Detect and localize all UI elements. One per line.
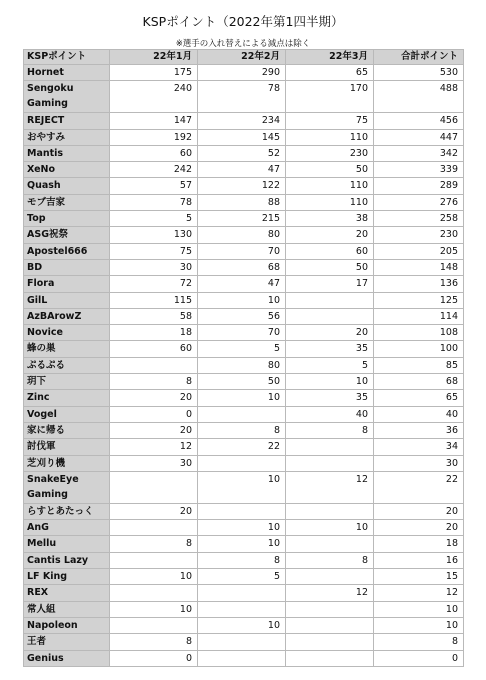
total-points-cell: 205 [374, 243, 464, 259]
jan-points-cell: 60 [110, 145, 198, 161]
mar-points-cell: 50 [286, 162, 374, 178]
team-name-cell: REX [24, 585, 110, 601]
jan-points-cell: 58 [110, 308, 198, 324]
feb-points-cell: 8 [198, 422, 286, 438]
total-points-cell: 488 [374, 81, 464, 113]
mar-points-cell: 50 [286, 259, 374, 275]
team-name-cell: らすとあたっく [24, 503, 110, 519]
feb-points-cell: 5 [198, 569, 286, 585]
team-name-cell: Genius [24, 650, 110, 666]
team-name-cell: Sengoku Gaming [24, 81, 110, 113]
table-row [24, 194, 464, 210]
table-row [24, 113, 464, 129]
total-points-cell: 22 [374, 471, 464, 503]
mar-points-cell: 65 [286, 65, 374, 81]
table-row [24, 650, 464, 666]
mar-points-cell: 170 [286, 81, 374, 113]
jan-points-cell: 8 [110, 374, 198, 390]
table-row [24, 520, 464, 536]
feb-points-cell [198, 455, 286, 471]
total-points-cell: 15 [374, 569, 464, 585]
table-row [24, 552, 464, 568]
total-points-cell: 342 [374, 145, 464, 161]
feb-points-cell: 10 [198, 390, 286, 406]
feb-points-cell: 47 [198, 276, 286, 292]
mar-points-cell: 17 [286, 276, 374, 292]
feb-points-cell: 70 [198, 325, 286, 341]
mar-points-cell: 12 [286, 585, 374, 601]
feb-points-cell: 290 [198, 65, 286, 81]
total-points-cell: 40 [374, 406, 464, 422]
mar-points-cell: 10 [286, 520, 374, 536]
feb-points-cell: 80 [198, 357, 286, 373]
team-name-cell: 王者 [24, 634, 110, 650]
jan-points-cell: 12 [110, 439, 198, 455]
feb-points-cell: 8 [198, 552, 286, 568]
table-row [24, 585, 464, 601]
total-points-cell: 258 [374, 211, 464, 227]
feb-points-cell [198, 585, 286, 601]
feb-points-cell: 122 [198, 178, 286, 194]
team-name-cell: AzBArowZ [24, 308, 110, 324]
feb-points-cell: 70 [198, 243, 286, 259]
table-row [24, 601, 464, 617]
feb-points-cell: 234 [198, 113, 286, 129]
team-name-cell: Top [24, 211, 110, 227]
feb-points-cell: 22 [198, 439, 286, 455]
team-name-cell: 芝刈り機 [24, 455, 110, 471]
total-points-cell: 8 [374, 634, 464, 650]
feb-points-cell: 52 [198, 145, 286, 161]
mar-points-cell: 110 [286, 194, 374, 210]
total-points-cell: 16 [374, 552, 464, 568]
mar-points-cell [286, 617, 374, 633]
table-row [24, 617, 464, 633]
jan-points-cell: 75 [110, 243, 198, 259]
table-row [24, 374, 464, 390]
total-points-cell: 136 [374, 276, 464, 292]
feb-points-cell: 10 [198, 617, 286, 633]
total-points-cell: 114 [374, 308, 464, 324]
points-table [23, 49, 464, 667]
team-name-cell: Mantis [24, 145, 110, 161]
jan-points-cell: 30 [110, 455, 198, 471]
table-row [24, 65, 464, 81]
team-name-cell: モブ吉家 [24, 194, 110, 210]
table-row [24, 145, 464, 161]
jan-points-cell: 10 [110, 601, 198, 617]
total-points-cell: 447 [374, 129, 464, 145]
total-points-cell: 276 [374, 194, 464, 210]
total-points-cell: 10 [374, 617, 464, 633]
page-title: KSPポイント（2022年第1四半期） [142, 14, 344, 29]
total-points-cell: 530 [374, 65, 464, 81]
team-name-cell: Zinc [24, 390, 110, 406]
mar-points-cell [286, 569, 374, 585]
jan-points-cell: 175 [110, 65, 198, 81]
team-name-cell: ASG祝祭 [24, 227, 110, 243]
feb-points-cell: 78 [198, 81, 286, 113]
mar-points-cell: 40 [286, 406, 374, 422]
table-row [24, 81, 464, 113]
jan-points-cell: 57 [110, 178, 198, 194]
team-name-cell: Flora [24, 276, 110, 292]
team-name-cell: Quash [24, 178, 110, 194]
team-name-cell: Cantis Lazy [24, 552, 110, 568]
mar-points-cell [286, 292, 374, 308]
mar-points-cell: 110 [286, 129, 374, 145]
feb-points-cell [198, 503, 286, 519]
jan-points-cell: 20 [110, 503, 198, 519]
team-name-cell: 蜂の巣 [24, 341, 110, 357]
table-row [24, 341, 464, 357]
feb-points-cell: 145 [198, 129, 286, 145]
jan-points-cell: 8 [110, 536, 198, 552]
mar-points-cell: 230 [286, 145, 374, 161]
table-row [24, 227, 464, 243]
team-name-cell: XeNo [24, 162, 110, 178]
jan-points-cell: 115 [110, 292, 198, 308]
total-points-cell: 68 [374, 374, 464, 390]
jan-points-cell [110, 357, 198, 373]
mar-points-cell: 35 [286, 341, 374, 357]
mar-points-cell: 8 [286, 552, 374, 568]
table-row [24, 259, 464, 275]
column-header-mar: 22年3月 [286, 50, 374, 65]
total-points-cell: 10 [374, 601, 464, 617]
table-row [24, 178, 464, 194]
jan-points-cell: 18 [110, 325, 198, 341]
jan-points-cell: 240 [110, 81, 198, 113]
table-row [24, 569, 464, 585]
team-name-cell: 玥下 [24, 374, 110, 390]
total-points-cell: 456 [374, 113, 464, 129]
feb-points-cell: 10 [198, 292, 286, 308]
table-row [24, 276, 464, 292]
total-points-cell: 65 [374, 390, 464, 406]
feb-points-cell: 215 [198, 211, 286, 227]
feb-points-cell: 80 [198, 227, 286, 243]
mar-points-cell: 38 [286, 211, 374, 227]
team-name-cell: Vogel [24, 406, 110, 422]
total-points-cell: 100 [374, 341, 464, 357]
table-row [24, 455, 464, 471]
jan-points-cell: 72 [110, 276, 198, 292]
table-row [24, 162, 464, 178]
jan-points-cell: 10 [110, 569, 198, 585]
column-header-feb: 22年2月 [198, 50, 286, 65]
total-points-cell: 0 [374, 650, 464, 666]
feb-points-cell [198, 650, 286, 666]
team-name-cell: 家に帰る [24, 422, 110, 438]
team-name-cell: BD [24, 259, 110, 275]
mar-points-cell: 75 [286, 113, 374, 129]
mar-points-cell [286, 503, 374, 519]
jan-points-cell: 8 [110, 634, 198, 650]
mar-points-cell: 5 [286, 357, 374, 373]
table-row [24, 129, 464, 145]
mar-points-cell: 20 [286, 227, 374, 243]
total-points-cell: 230 [374, 227, 464, 243]
table-row [24, 503, 464, 519]
total-points-cell: 30 [374, 455, 464, 471]
team-name-cell: Hornet [24, 65, 110, 81]
jan-points-cell [110, 520, 198, 536]
team-name-cell: REJECT [24, 113, 110, 129]
jan-points-cell [110, 471, 198, 503]
table-row [24, 292, 464, 308]
jan-points-cell: 30 [110, 259, 198, 275]
column-header-jan: 22年1月 [110, 50, 198, 65]
jan-points-cell: 20 [110, 390, 198, 406]
exclusion-note: ※選手の入れ替えによる減点は除く [175, 39, 311, 49]
jan-points-cell: 60 [110, 341, 198, 357]
mar-points-cell: 10 [286, 374, 374, 390]
jan-points-cell: 130 [110, 227, 198, 243]
table-row [24, 439, 464, 455]
team-name-cell: ぷるぷる [24, 357, 110, 373]
jan-points-cell [110, 617, 198, 633]
total-points-cell: 125 [374, 292, 464, 308]
feb-points-cell: 10 [198, 520, 286, 536]
table-row [24, 634, 464, 650]
team-name-cell: LF King [24, 569, 110, 585]
table-row [24, 325, 464, 341]
feb-points-cell [198, 634, 286, 650]
total-points-cell: 36 [374, 422, 464, 438]
feb-points-cell: 88 [198, 194, 286, 210]
mar-points-cell [286, 601, 374, 617]
total-points-cell: 85 [374, 357, 464, 373]
table-row [24, 471, 464, 503]
jan-points-cell [110, 552, 198, 568]
table-row [24, 357, 464, 373]
table-row [24, 243, 464, 259]
mar-points-cell: 20 [286, 325, 374, 341]
team-name-cell: 常人組 [24, 601, 110, 617]
mar-points-cell: 60 [286, 243, 374, 259]
table-row [24, 211, 464, 227]
team-name-cell: おやすみ [24, 129, 110, 145]
team-name-cell: 討伐軍 [24, 439, 110, 455]
jan-points-cell: 0 [110, 406, 198, 422]
feb-points-cell: 10 [198, 471, 286, 503]
total-points-cell: 339 [374, 162, 464, 178]
mar-points-cell [286, 308, 374, 324]
jan-points-cell: 242 [110, 162, 198, 178]
total-points-cell: 20 [374, 503, 464, 519]
column-header-team: KSPポイント [24, 50, 110, 65]
feb-points-cell: 68 [198, 259, 286, 275]
jan-points-cell: 78 [110, 194, 198, 210]
mar-points-cell [286, 634, 374, 650]
jan-points-cell: 5 [110, 211, 198, 227]
jan-points-cell: 147 [110, 113, 198, 129]
mar-points-cell [286, 439, 374, 455]
header-row [24, 50, 464, 65]
table-row [24, 422, 464, 438]
jan-points-cell: 20 [110, 422, 198, 438]
jan-points-cell [110, 585, 198, 601]
jan-points-cell: 0 [110, 650, 198, 666]
table-row [24, 406, 464, 422]
team-name-cell: AnG [24, 520, 110, 536]
jan-points-cell: 192 [110, 129, 198, 145]
team-name-cell: Mellu [24, 536, 110, 552]
feb-points-cell: 5 [198, 341, 286, 357]
feb-points-cell: 50 [198, 374, 286, 390]
table-row [24, 536, 464, 552]
feb-points-cell: 10 [198, 536, 286, 552]
team-name-cell: GilL [24, 292, 110, 308]
mar-points-cell: 110 [286, 178, 374, 194]
total-points-cell: 12 [374, 585, 464, 601]
total-points-cell: 289 [374, 178, 464, 194]
mar-points-cell: 35 [286, 390, 374, 406]
mar-points-cell: 12 [286, 471, 374, 503]
team-name-cell: Napoleon [24, 617, 110, 633]
team-name-cell: Apostel666 [24, 243, 110, 259]
table-row [24, 390, 464, 406]
mar-points-cell [286, 650, 374, 666]
team-name-cell: Novice [24, 325, 110, 341]
mar-points-cell [286, 536, 374, 552]
total-points-cell: 20 [374, 520, 464, 536]
table-row [24, 308, 464, 324]
total-points-cell: 34 [374, 439, 464, 455]
total-points-cell: 148 [374, 259, 464, 275]
feb-points-cell [198, 601, 286, 617]
total-points-cell: 108 [374, 325, 464, 341]
mar-points-cell [286, 455, 374, 471]
mar-points-cell: 8 [286, 422, 374, 438]
feb-points-cell: 47 [198, 162, 286, 178]
total-points-cell: 18 [374, 536, 464, 552]
feb-points-cell: 56 [198, 308, 286, 324]
column-header-total: 合計ポイント [374, 50, 464, 65]
team-name-cell: SnakeEye Gaming [24, 471, 110, 503]
feb-points-cell [198, 406, 286, 422]
